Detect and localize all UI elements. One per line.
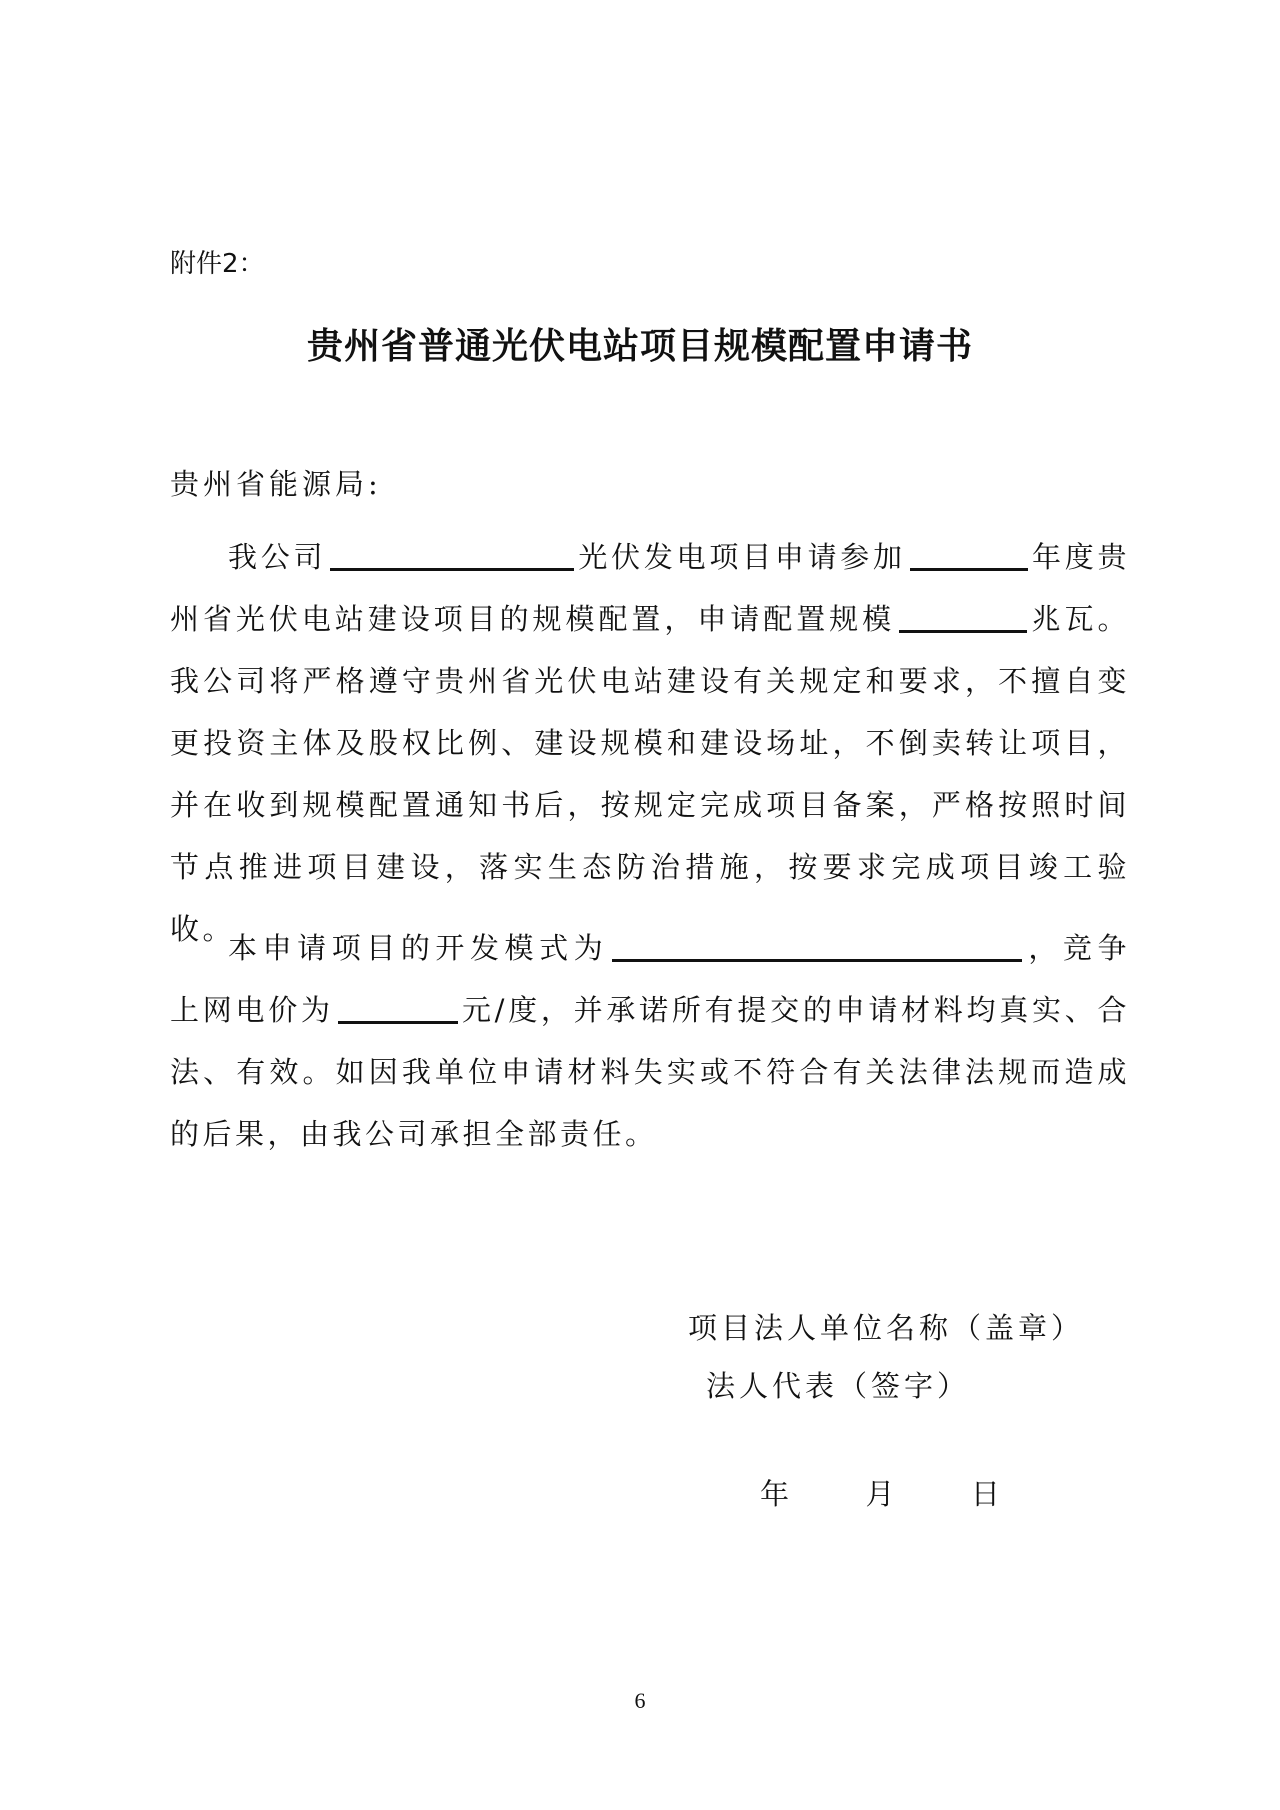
date-line: [760, 1472, 1000, 1513]
year-blank[interactable]: [910, 538, 1028, 571]
price-blank[interactable]: [338, 991, 458, 1024]
p2-text-3: 元/度，并承诺所有提交的申请材料均真实、合法、有效。如因我单位申请材料失实或不符合有关法律法规而造成的后果，由我公司承担全部责任。: [170, 993, 1130, 1151]
date-year-label: 年: [760, 1477, 790, 1511]
p2-text-2: ，竞争上网电价为: [170, 931, 1130, 1027]
date-day-label: 日: [970, 1477, 1000, 1511]
company-project-blank[interactable]: [330, 538, 574, 571]
p2-text-1: 本申请项目的开发模式为: [228, 931, 609, 965]
p1-text-2: 光伏发电项目申请参加: [578, 540, 906, 574]
signature-representative-label: 法人代表（签字）: [706, 1369, 971, 1403]
p1-text-1: 我公司: [228, 540, 327, 574]
attachment-label: 附件2：: [170, 249, 265, 279]
signature-unit-label: 项目法人单位名称（盖章）: [688, 1311, 1085, 1345]
p1-text-4: 兆瓦。我公司将严格遵守贵州省光伏电站建设有关规定和要求，不擅自变更投资主体及股权比例、建设规模和建设场址，不倒卖转让项目，并在收到规模配置通知书后，按规定完成项目备案，严格按照时间节点推进项目建设，落实生态防治措施，按要求完成项目竣工验收。: [170, 602, 1130, 946]
addressee: 贵州省能源局:: [170, 467, 382, 501]
paragraph-commitment: [170, 526, 1130, 960]
document-title: 贵州省普通光伏电站项目规模配置申请书: [306, 326, 973, 367]
date-month-label: 月: [865, 1477, 895, 1511]
paragraph-declaration: [170, 917, 1130, 1165]
page-number: 6: [634, 1688, 646, 1713]
development-mode-blank[interactable]: [612, 929, 1022, 962]
capacity-blank[interactable]: [899, 600, 1027, 633]
p1-text-3: 年度贵州省光伏电站建设项目的规模配置，申请配置规模: [170, 540, 1130, 636]
